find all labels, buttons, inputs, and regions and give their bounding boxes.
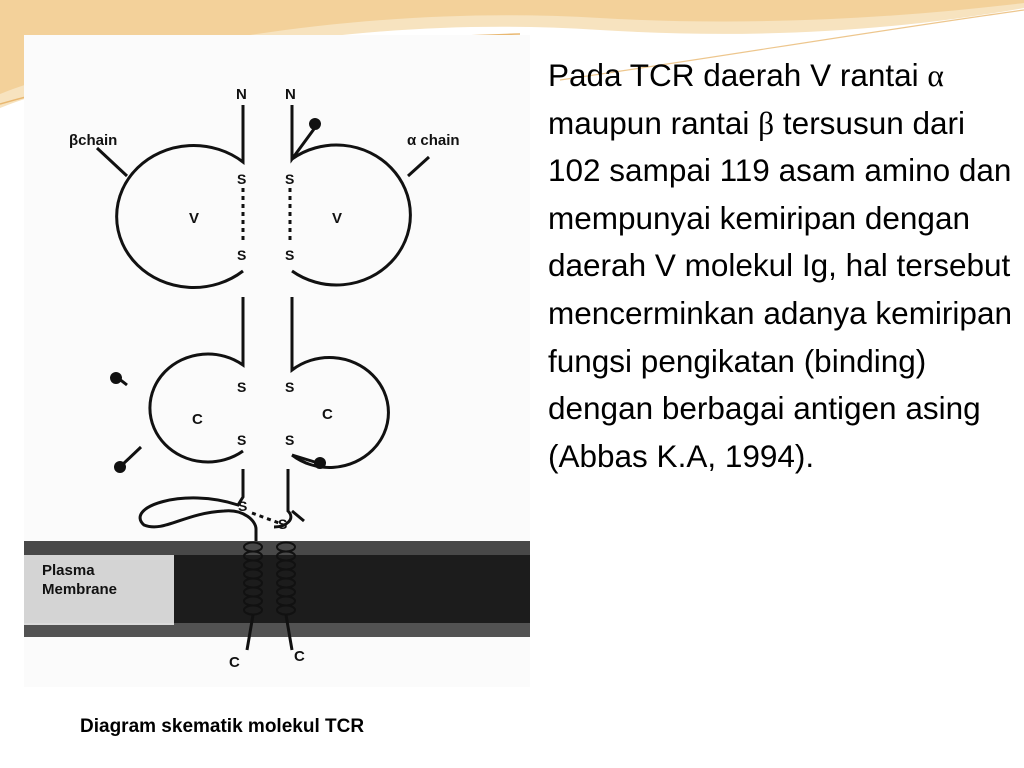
c-terminal-label-left: C <box>229 654 240 671</box>
c-domain-label-right: C <box>322 406 333 423</box>
disulfide-s-label: S <box>237 171 247 187</box>
beta-chain-label: βchain <box>69 132 118 149</box>
tcr-schematic <box>24 35 530 687</box>
beta-symbol: β <box>758 105 775 141</box>
beta-chain-glycan-dots <box>110 372 126 473</box>
c-terminal-label-right: C <box>294 648 305 665</box>
paragraph-part3: tersusun dari 102 sampai 119 asam amino dan mempunyai kemiripan dengan daerah V molekul Ig, hal tersebut mencerminkan adanya kemiripan fungsi pengikatan (binding) dengan berbagai antigen asing (Abbas K.A, 1994). <box>548 104 1012 474</box>
disulfide-s-label: S <box>285 247 295 263</box>
paragraph-part2: maupun rantai <box>548 104 759 141</box>
n-terminal-label-left: N <box>236 86 247 103</box>
slide-body-text <box>548 52 1018 480</box>
disulfide-s-label: S <box>285 171 295 187</box>
beta-chain <box>97 105 256 541</box>
v-domain-label-left: V <box>189 210 200 227</box>
c-domain-label-left: C <box>192 411 203 428</box>
alpha-symbol: α <box>927 58 944 93</box>
tcr-diagram-figure <box>24 35 530 687</box>
disulfide-bonds <box>243 188 290 523</box>
disulfide-s-label: S <box>278 516 288 532</box>
membrane-label-line1: Plasma <box>42 562 95 579</box>
v-domain-label-right: V <box>332 210 343 227</box>
disulfide-s-label: S <box>237 432 247 448</box>
disulfide-s-label: S <box>237 379 247 395</box>
disulfide-s-label: S <box>237 247 247 263</box>
alpha-chain <box>274 105 429 527</box>
disulfide-s-label: S <box>238 498 248 514</box>
disulfide-s-label: S <box>285 379 295 395</box>
alpha-chain-label: α chain <box>407 132 460 149</box>
figure-caption: Diagram skematik molekul TCR <box>80 716 365 737</box>
n-terminal-label-right: N <box>285 86 296 103</box>
paragraph-part1: Pada TCR daerah V rantai <box>548 57 928 93</box>
disulfide-s-label: S <box>285 432 295 448</box>
membrane-label-line2: Membrane <box>42 581 118 598</box>
